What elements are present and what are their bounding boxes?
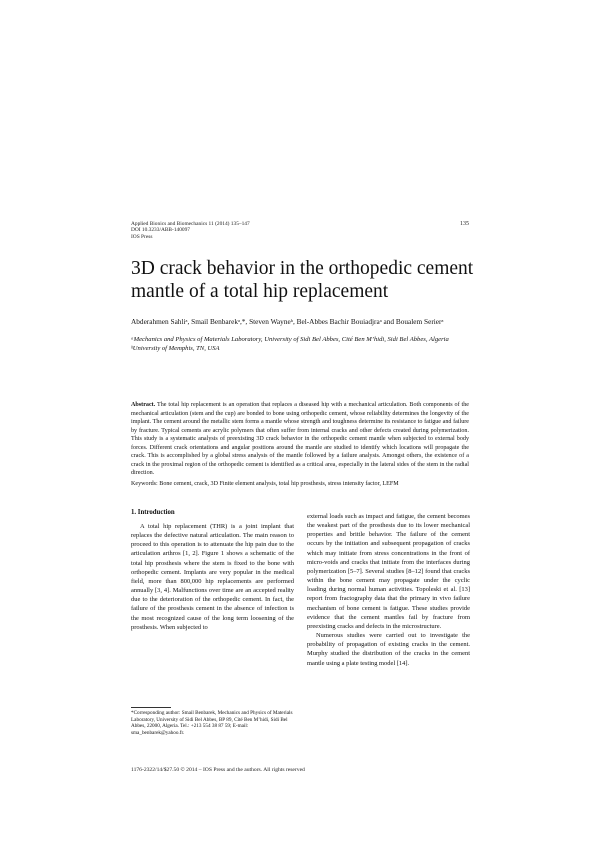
affiliation-a: ᵃMechanics and Physics of Materials Laboratory, University of Sidi Bel Abbes, Cité Ben M’hidi, Sidi Bel Abbes, Algeria (131, 336, 449, 343)
corresponding-author-footnote: *Corresponding author: Smail Benbarek, Mechanics and Physics of Materials Laboratory, University of Sidi Bel Abbes, BP 89, Cité Ben M’hidi, Sidi Bel Abbes, 22000, Algeria. Tel.: +213 554 38 87 59; E-mail: sma_benbarek@yahoo.fr. (131, 710, 293, 736)
intro-paragraph-1: A total hip replacement (THR) is a joint implant that replaces the defective natural articulation. The main reason to proceed to this operation is to attenuate the hip pain due to the articulation arthros [1, 2]. Figure 1 shows a schematic of the total hip prosthesis where the stem is fixed to the bone with orthopedic cement. Implants are very popular in the medical field, more than 800,000 hip replacements are performed annually [3, 4]. Malfunctions over time are an accepted reality due to the deterioration of the orthopedic cement. In fact, the failure of the prosthesis cement in the absence of infection is the most recognized cause of the long term loosening of the prosthesis. When subjected to (131, 523, 294, 631)
intro-paragraph-2: external loads such as impact and fatigue, the cement becomes the weakest part of the prosthesis due to its lower mechanical properties and brittle behavior. The failure of the cement occurs by the initiation and subsequent propagation of cracks which may initiate from stress concentrations in the front of micro-voids and cracks that initiate from the interfaces during polymerization [5–7]. Several studies [8–12] found that cracks within the bone cement may propagate under the cyclic loading during normal human activities. Topoleski et al. [13] report from fractography data that the primary in vivo failure mechanism of bone cement is fatigue. These studies provide evidence that the cement mantles fail by fracture from preexisting cracks and defects in the microstructure. (307, 513, 470, 630)
column-left (131, 522, 294, 632)
intro-paragraph-3: Numerous studies were carried out to investigate the probability of propagation of existing cracks in the cement. Murphy studied the distribution of the cracks in the cement mantle using a plate testing model [14]. (307, 632, 470, 667)
author-list: Abderahmen Sahliᵃ, Smail Benbarekᵃ,*, Steven Wayneᵇ, Bel-Abbes Bachir Bouiadjraᵃ and Boualem Serierᵃ (131, 317, 444, 326)
column-right (307, 512, 470, 668)
affiliations (131, 336, 471, 353)
abstract-text: The total hip replacement is an operation that replaces a diseased hip with a mechanical articulation. Both components of the mechanical articulation (stem and the cup) are bonded to bone using orthopedic cement, whose reliability determines the longevity of the implant. The cement around the metallic stem forms a mantle whose strength and toughness determine its resistance to fatigue and failure by fracture. Typical cements are acrylic polymers that often suffer from internal cracks and other defects created during polymerization. This study is a systematic analysis of preexisting 3D crack behavior in the orthopedic cement mantle when subjected to external body forces. Different crack orientations and angular positions around the mantle are studied to identify which locations will propagate the crack. This is accomplished by a global stress analysis of the mantle followed by a failure analysis. Amongst others, the existence of a crack in the proximal region of the orthopedic cement is identified as a critical area, especially in the lateral sides of the stem in the radial direction. (131, 402, 469, 476)
section-heading-introduction: 1. Introduction (131, 509, 175, 516)
affiliation-b: ᵇUniversity of Memphis, TN, USA (131, 344, 220, 352)
journal-header (131, 221, 250, 240)
journal-doi: DOI 10.3233/ABB-140097 (131, 227, 190, 234)
page-number: 135 (460, 221, 469, 227)
journal-publisher: IOS Press (131, 233, 153, 240)
paper-title: 3D crack behavior in the orthopedic cement mantle of a total hip replacement (131, 258, 474, 302)
copyright-line: 1176-2322/14/$27.50 © 2014 – IOS Press and the authors. All rights reserved (131, 767, 305, 773)
abstract (131, 401, 469, 478)
keywords: Keywords: Bone cement, crack, 3D Finite element analysis, total hip prosthesis, stress intensity factor, LEFM (131, 481, 399, 487)
journal-citation: Applied Bionics and Biomechanics 11 (2014) 135–147 (131, 221, 250, 227)
footnote-rule (131, 707, 171, 708)
abstract-label: Abstract. (131, 402, 156, 408)
